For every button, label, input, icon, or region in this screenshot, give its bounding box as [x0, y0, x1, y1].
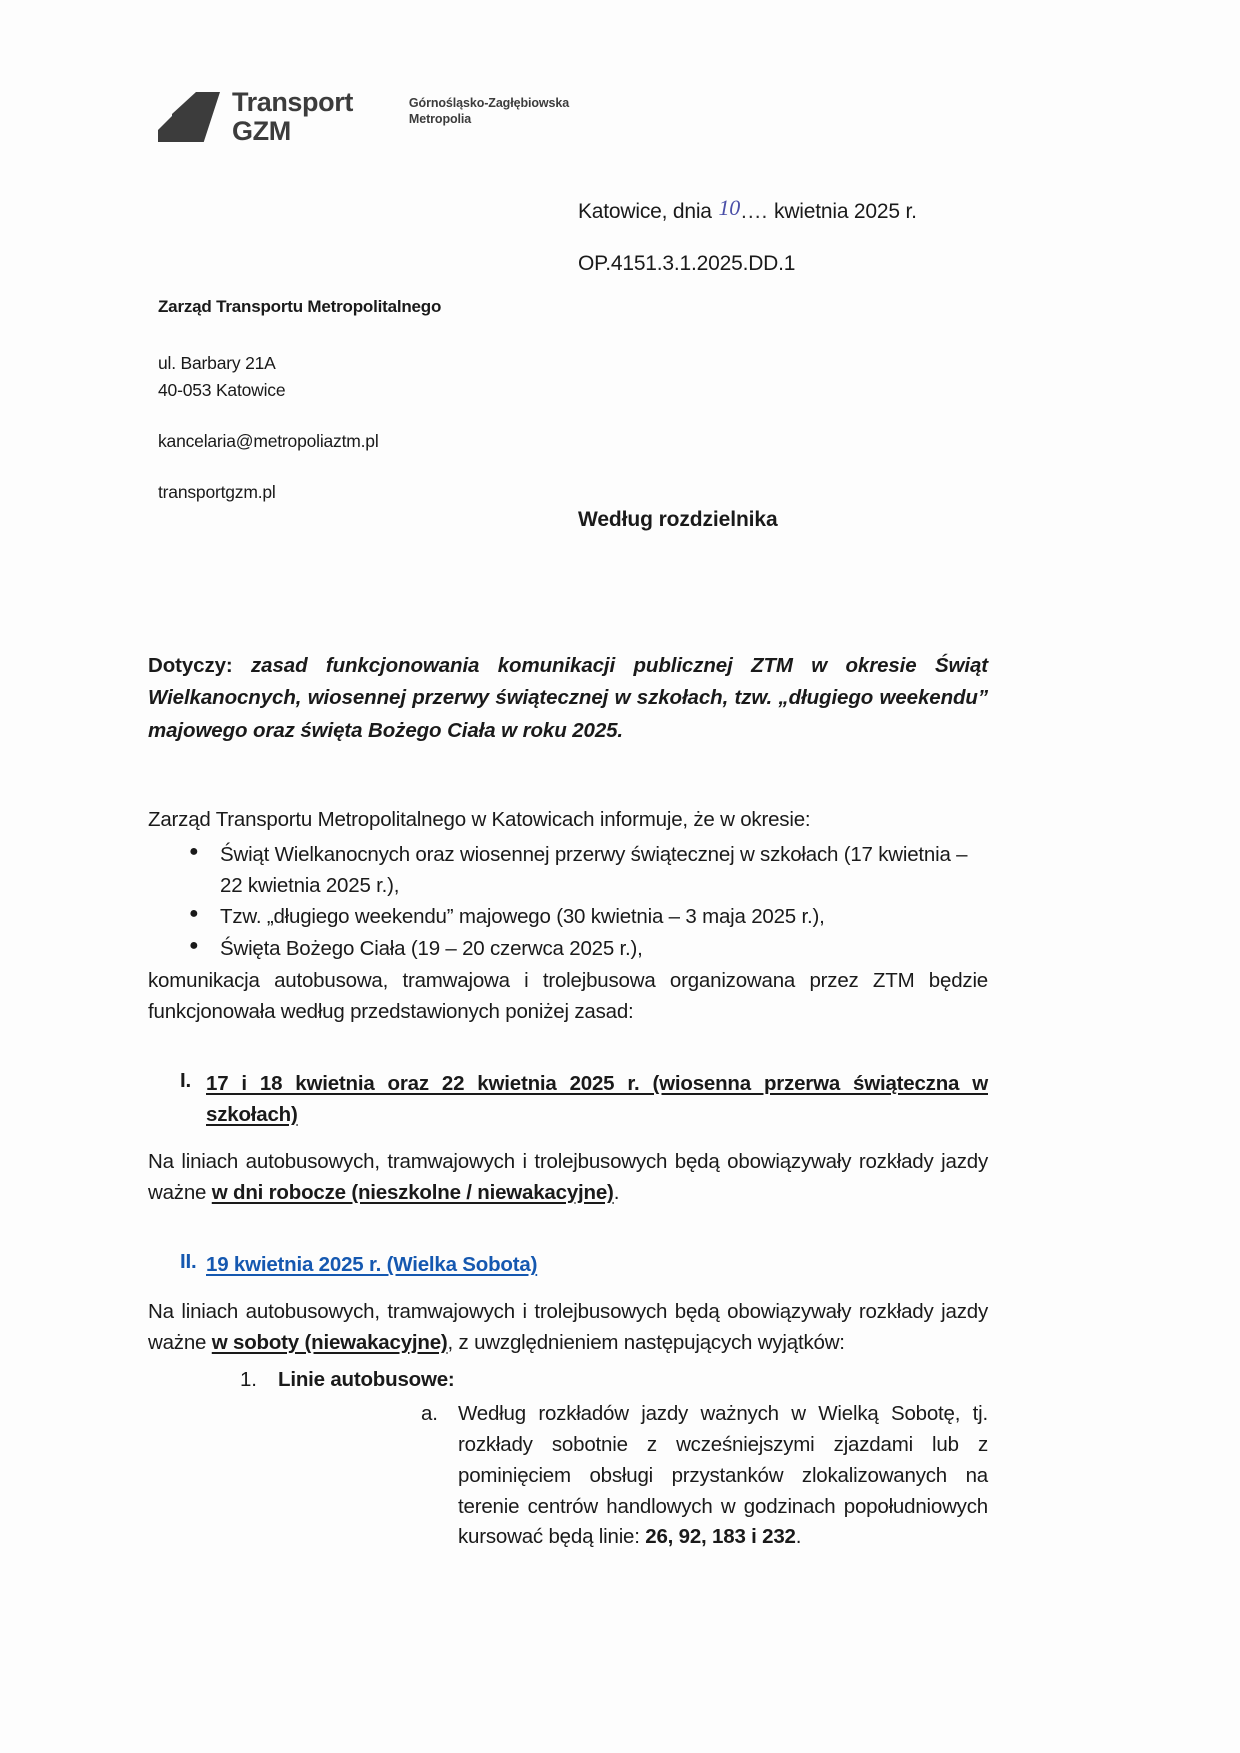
bus-lines-label: Linie autobusowe:: [278, 1367, 455, 1391]
exception-list: [148, 1365, 988, 1554]
section-title-2: 19 kwietnia 2025 r. (Wielka Sobota): [206, 1253, 538, 1277]
handwritten-day: 10: [718, 195, 741, 220]
letterhead: [158, 88, 569, 145]
sender-email: kancelaria@metropoliaztm.pl: [158, 431, 379, 452]
section-paragraph-2: [148, 1297, 988, 1359]
dateline: [578, 195, 917, 224]
transport-gzm-logo: [158, 88, 353, 145]
sender-block: [158, 297, 588, 503]
section-paragraph-2-before: Na liniach autobusowych, tramwajowych i trolejbusowych będą obowiązywały rozkłady jazdy ważne: [148, 1300, 988, 1354]
exception-text: Według rozkładów jazdy ważnych w Wielką Sobotę, tj. rozkłady sobotnie z wcześniejszymi zjazdami lub z pominięciem obsługi przystanków zlokalizowanych na terenie centrów handlowych w godzinach popołudniowych kursować będą linie:: [458, 1402, 988, 1549]
reference-number: OP.4151.3.1.2025.DD.1: [578, 252, 796, 275]
period-list: [148, 840, 988, 965]
section-paragraph-1-after: .: [613, 1180, 620, 1204]
list-marker: 1.: [240, 1367, 257, 1391]
recipient-label: Według rozdzielnika: [578, 508, 778, 531]
list-item: [148, 840, 988, 902]
bus-line-numbers: 26, 92, 183 i 232: [645, 1525, 796, 1549]
list-item: [148, 1365, 988, 1554]
section-paragraph-2-after: , z uwzględnieniem następujących wyjątków:: [447, 1330, 845, 1354]
subject-text: zasad funkcjonowania komunikacji publicznej ZTM w okresie Świąt Wielkanocnych, wiosennej przerwy świątecznej w szkołach, tzw. „długiego weekendu” majowego oraz święta Bożego Ciała w roku 2025.: [148, 654, 988, 742]
period-item-text: Święta Bożego Ciała (19 – 20 czerwca 2025 r.),: [220, 937, 643, 961]
logo-word-gzm: GZM: [232, 115, 291, 146]
period-item-text: Świąt Wielkanocnych oraz wiosennej przerwy świątecznej w szkołach (17 kwietnia – 22 kwietnia 2025 r.),: [220, 842, 968, 897]
section-numeral-1: I.: [180, 1069, 191, 1093]
intro-paragraph: Zarząd Transportu Metropolitalnego w Katowicach informuje, że w okresie:: [148, 808, 811, 832]
dateline-prefix: Katowice, dnia: [578, 200, 712, 223]
section-paragraph-1-emphasis: w dni robocze (nieszkolne / niewakacyjne): [211, 1180, 614, 1204]
subject-line: [148, 650, 988, 747]
list-item: [148, 902, 988, 933]
list-item: [148, 934, 988, 965]
bullet-icon: ●: [189, 905, 199, 923]
list-item: [278, 1399, 988, 1553]
exception-sublist: [278, 1399, 988, 1553]
dateline-suffix: kwietnia 2025 r.: [774, 200, 917, 223]
letter-body: [148, 650, 988, 1553]
section-heading-1: [148, 1069, 988, 1131]
organization-name: [409, 96, 569, 127]
sender-website: transportgzm.pl: [158, 482, 276, 503]
sender-name: Zarząd Transportu Metropolitalnego: [158, 297, 442, 316]
list-marker: a.: [421, 1402, 438, 1426]
dateline-dots: ....: [741, 200, 769, 223]
section-paragraph-1-before: Na liniach autobusowych, tramwajowych i trolejbusowych będą obowiązywały rozkłady jazdy ważne: [148, 1149, 988, 1204]
exception-text-end: .: [795, 1525, 802, 1549]
subject-lead: Dotyczy:: [148, 654, 233, 677]
sender-address: [158, 350, 588, 403]
sender-street: ul. Barbary 21A: [158, 353, 276, 373]
organization-name-line1: Górnośląsko-Zagłębiowska: [408, 96, 570, 110]
organization-name-line2: Metropolia: [408, 111, 472, 126]
logo-wordmark: [232, 88, 353, 145]
logo-word-transport: Transport: [232, 87, 353, 117]
section-heading-2: [148, 1250, 988, 1281]
section-paragraph-1: [148, 1147, 988, 1209]
bullet-icon: ●: [189, 842, 199, 860]
section-title-1: 17 i 18 kwietnia oraz 22 kwietnia 2025 r. (wiosenna przerwa świąteczna w szkołach): [206, 1072, 988, 1127]
period-item-text: Tzw. „długiego weekendu” majowego (30 kwietnia – 3 maja 2025 r.),: [220, 905, 825, 929]
section-numeral-2: II.: [180, 1250, 197, 1274]
closing-paragraph: komunikacja autobusowa, tramwajowa i trolejbusowa organizowana przez ZTM będzie funkcjonowała według przedstawionych poniżej zasad:: [148, 968, 988, 1023]
section-paragraph-2-emphasis: w soboty (niewakacyjne): [211, 1330, 448, 1354]
gzm-logo-mark-icon: [158, 92, 220, 142]
bullet-icon: ●: [189, 937, 199, 955]
sender-city: 40-053 Katowice: [158, 379, 286, 400]
